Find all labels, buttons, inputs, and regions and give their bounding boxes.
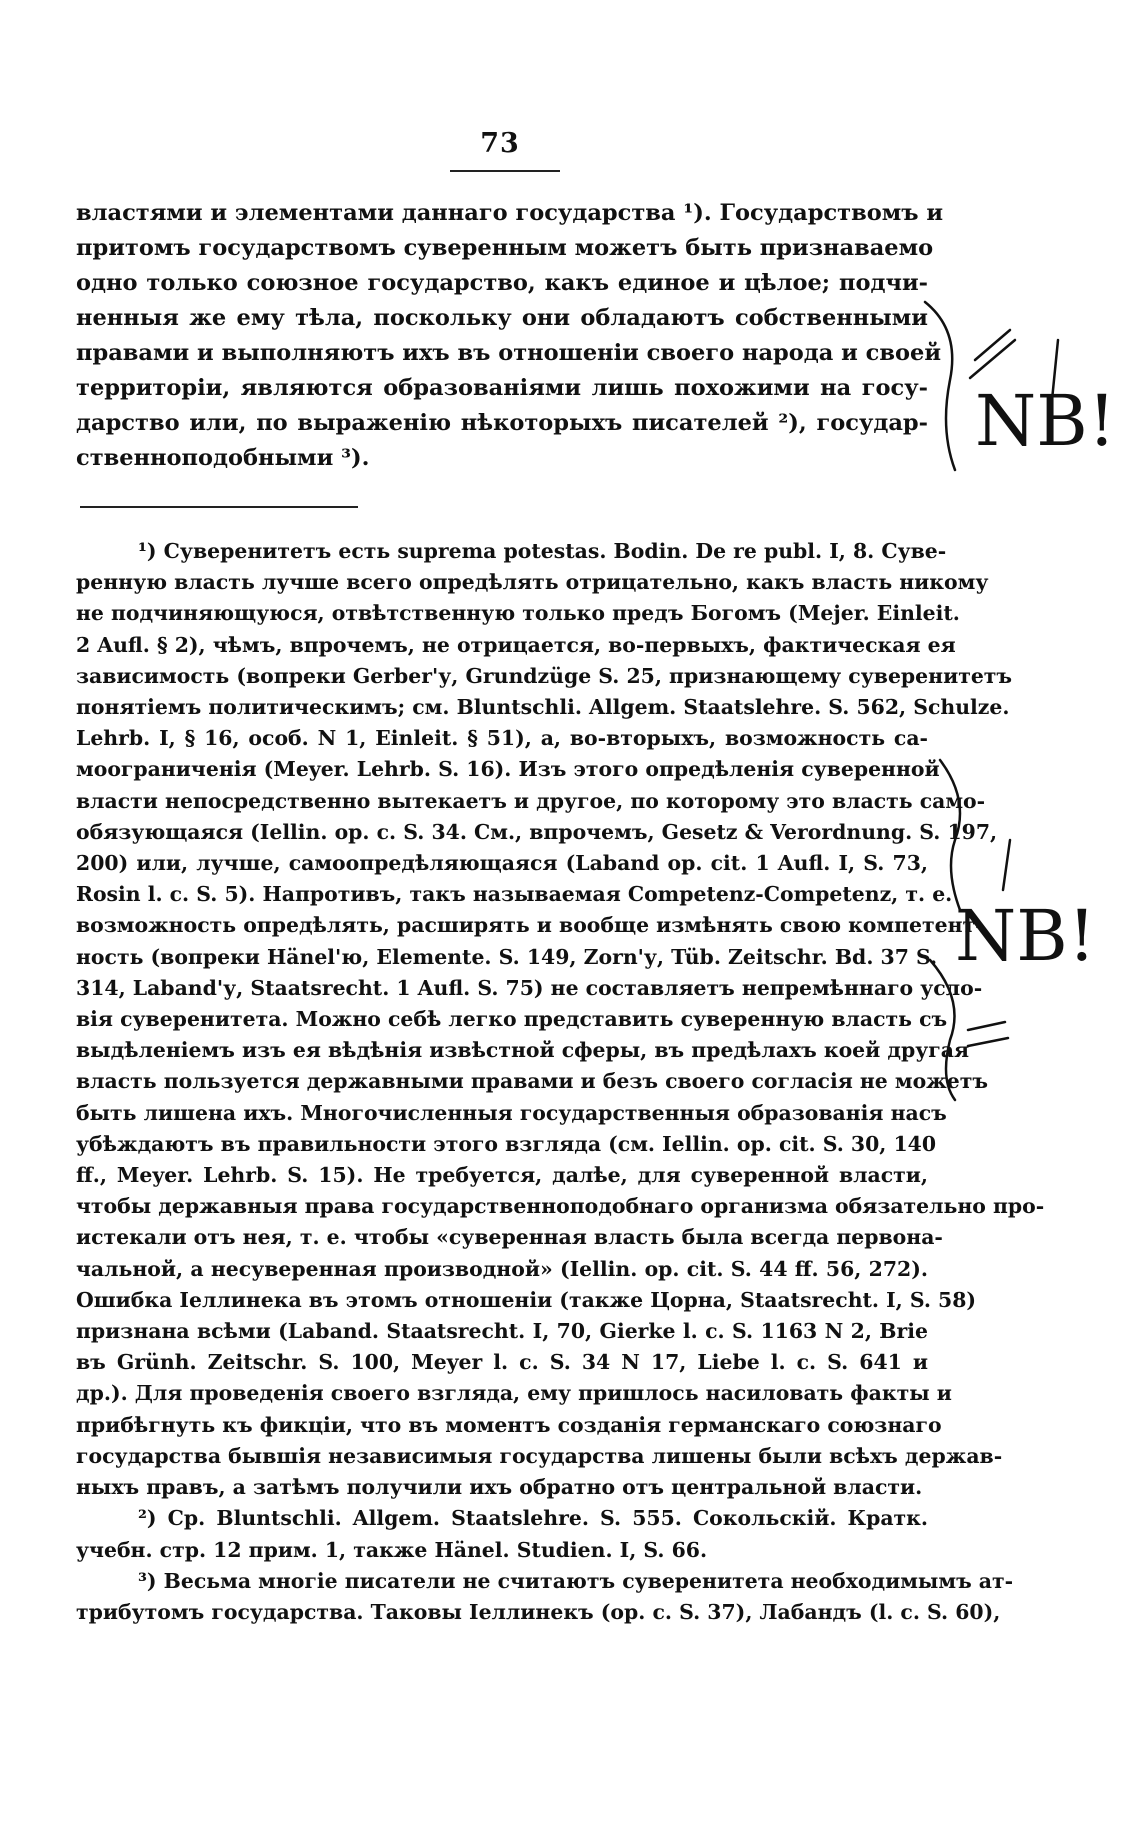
main-line: властями и элементами даннаго государства ¹). Государствомъ и (76, 200, 944, 226)
footnote-line: быть лишена ихъ. Многочисленныя государственныя образованія насъ (76, 1100, 947, 1125)
page-number-rule (450, 170, 560, 172)
footnote-line: власть пользуется державными правами и безъ своего согласія не можетъ (76, 1069, 989, 1094)
page-number: 73 (480, 128, 520, 159)
slash-mark-1 (975, 330, 1010, 360)
footnote-line: убѣждаютъ въ правильности этого взгляда (см. Iellin. op. cit. S. 30, 140 (76, 1131, 937, 1156)
footnote-line: вія суверенитета. Можно себѣ легко представить суверенную власть съ (76, 1007, 948, 1032)
main-line: территоріи, являются образованіями лишь похожими на госу- (76, 375, 928, 401)
footnote-line: истекали отъ нея, т. е. чтобы «суверенная власть была всегда первона- (76, 1225, 943, 1250)
footnote-line: возможность опредѣлять, расширять и вообще измѣнять свою компетент- (76, 913, 984, 938)
footnote-line: Lehrb. I, § 16, особ. N 1, Einleit. § 51), а, во-вторыхъ, возможность са- (76, 726, 928, 751)
footnote-line: ¹) Суверенитетъ есть suprema potestas. Bodin. De re publ. I, 8. Суве- (138, 539, 947, 563)
footnote-line: ff., Meyer. Lehrb. S. 15). Не требуется, далѣе, для суверенной власти, (76, 1163, 928, 1188)
slash-mark-2 (970, 340, 1015, 378)
footnote-line: 200) или, лучше, самоопредѣляющаяся (Laband op. cit. 1 Aufl. I, S. 73, (76, 851, 928, 876)
main-line: правами и выполняютъ ихъ въ отношеніи своего народа и своей (76, 340, 942, 366)
footnote-line: ность (вопреки Hänel'ю, Elemente. S. 149, Zorn'у, Tüb. Zeitschr. Bd. 37 S. (76, 944, 938, 969)
footnote-line: 314, Laband'у, Staatsrecht. 1 Aufl. S. 75) не составляетъ непремѣннаго усло- (76, 975, 983, 1000)
margin-note-nb-2: NB! (955, 895, 1096, 977)
footnote-line: Rosin l. c. S. 5). Напротивъ, такъ называемая Competenz-Competenz, т. е. (76, 882, 953, 907)
footnote-line: учебн. стр. 12 прим. 1, также Hänel. Studien. I, S. 66. (76, 1537, 708, 1562)
footnote-line: зависимость (вопреки Gerber'у, Grundzüge S. 25, признающему суверенитетъ (76, 663, 1013, 688)
footnote-line: трибутомъ государства. Таковы Іеллинекъ (op. c. S. 37), Лабандъ (l. c. S. 60), (76, 1599, 1001, 1624)
footnote-separator (80, 506, 358, 508)
vertical-mark-2 (1003, 840, 1010, 890)
footnote-line: понятіемъ политическимъ; см. Bluntschli. Allgem. Staatslehre. S. 562, Schulze. (76, 695, 1010, 720)
footnote-line: не подчиняющуюся, отвѣтственную только предъ Богомъ (Mejer. Einleit. (76, 601, 960, 626)
footnote-line: моограниченія (Meyer. Lehrb. S. 16). Изъ этого опредѣленія суверенной (76, 757, 940, 782)
footnote-line: обязующаяся (Iellin. op. c. S. 34. См., впрочемъ, Gesetz & Verordnung. S. 197, (76, 819, 998, 844)
footnote-line: въ Grünh. Zeitschr. S. 100, Meyer l. c. S. 34 N 17, Liebe l. c. S. 641 и (76, 1350, 928, 1375)
footnote-line: власти непосредственно вытекаетъ и другое, по которому это власть само- (76, 788, 986, 813)
footnote-line: Ошибка Іеллинека въ этомъ отношеніи (также Цорна, Staatsrecht. I, S. 58) (76, 1287, 977, 1312)
main-paragraph (76, 196, 944, 476)
footnote-line: чальной, а несуверенная производной» (Iellin. op. cit. S. 44 ff. 56, 272). (76, 1256, 928, 1281)
margin-note-nb-1: NB! (975, 380, 1116, 462)
footnote-line: выдѣленіемъ изъ ея вѣдѣнія извѣстной сферы, въ предѣлахъ коей другая (76, 1038, 970, 1063)
footnote-line: др.). Для проведенія своего взгляда, ему пришлось насиловать факты и (76, 1381, 952, 1406)
footnote-line: признана всѣми (Laband. Staatsrecht. I, 70, Gierke l. c. S. 1163 N 2, Brie (76, 1319, 928, 1344)
equals-mark-1 (968, 1022, 1005, 1030)
footnote-line: ³) Весьма многіе писатели не считаютъ суверенитета необходимымъ ат- (138, 1568, 1014, 1593)
main-line: дарство или, по выраженію нѣкоторыхъ писателей ²), государ- (76, 410, 928, 436)
footnote-line: ныхъ правъ, а затѣмъ получили ихъ обратно отъ центральной власти. (76, 1475, 923, 1500)
main-line: ственноподобными ³). (76, 445, 370, 471)
footnote-line: чтобы державныя права государственноподобнаго организма обязательно про- (76, 1194, 1045, 1219)
main-line: ненныя же ему тѣла, поскольку они обладаютъ собственными (76, 305, 928, 331)
footnote-line: 2 Aufl. § 2), чѣмъ, впрочемъ, не отрицается, во-первыхъ, фактическая ея (76, 632, 956, 657)
main-line: одно только союзное государство, какъ единое и цѣлое; подчи- (76, 270, 928, 296)
footnote-line: ренную власть лучше всего опредѣлять отрицательно, какъ власть никому (76, 570, 989, 595)
vertical-mark-1 (1052, 340, 1058, 400)
equals-mark-2 (968, 1038, 1008, 1046)
main-line: притомъ государствомъ суверенным можетъ быть признаваемо (76, 235, 934, 261)
footnote-line: ²) Ср. Bluntschli. Allgem. Staatslehre. S. 555. Сокольскій. Кратк. (138, 1506, 928, 1531)
footnote-line: прибѣгнуть къ фикціи, что въ моментъ созданія германскаго союзнаго (76, 1412, 942, 1437)
footnote-line: государства бывшія независимыя государства лишены были всѣхъ держав- (76, 1443, 1003, 1468)
bracket-top (925, 302, 955, 470)
